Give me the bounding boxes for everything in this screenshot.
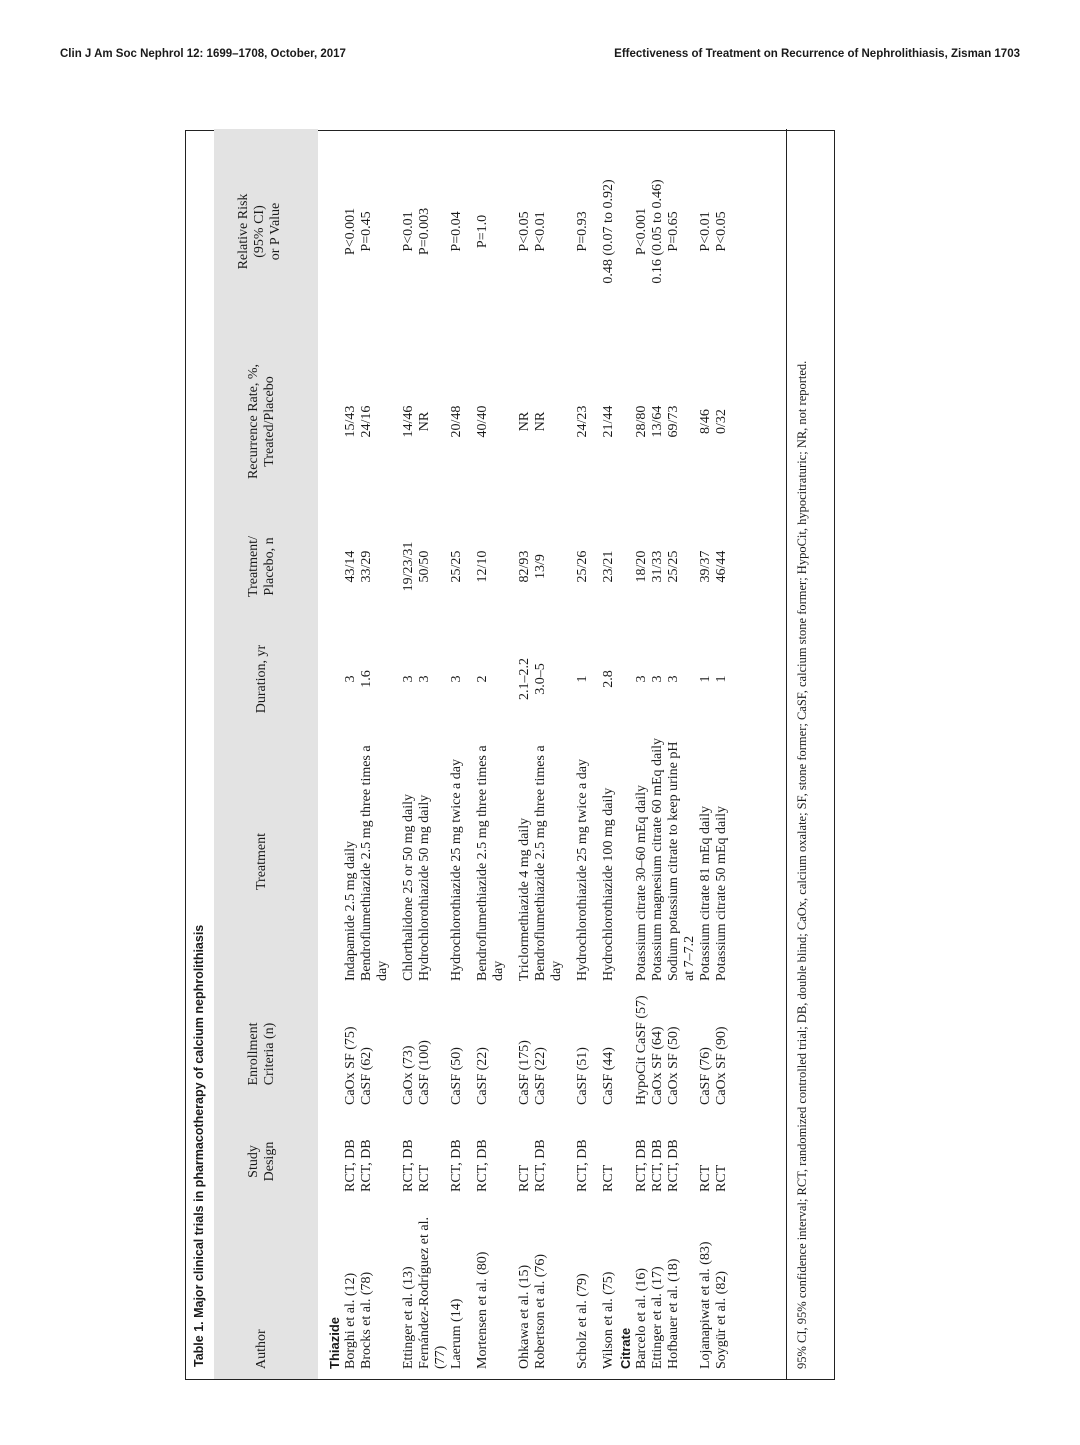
- table-row: [417, 129, 449, 1379]
- duration-cell: 3: [343, 675, 358, 683]
- duration-cell: 3: [417, 675, 432, 683]
- design-cell: RCT, DB: [650, 1139, 665, 1192]
- duration-cell: 1: [714, 675, 729, 683]
- recurrence-rate-cell: 0/32: [714, 409, 729, 434]
- article-title-page: Effectiveness of Treatment on Recurrence of Nephrolithiasis, Zisman 1703: [614, 48, 1020, 60]
- table-caption: Table 1. Major clinical trials in pharmacotherapy of calcium nephrolithiasis: [192, 924, 206, 1367]
- sample-size-cell: 33/29: [359, 550, 374, 583]
- design-cell: RCT, DB: [343, 1139, 358, 1192]
- recurrence-rate-cell: 15/43: [343, 405, 358, 438]
- table-row: [359, 129, 391, 1379]
- duration-cell: 3: [634, 675, 649, 683]
- recurrence-rate-cell: 14/46: [401, 405, 416, 438]
- author-cell: Ettinger et al. (13): [401, 1266, 416, 1369]
- author-cell: Hofbauer et al. (18): [666, 1258, 681, 1369]
- design-cell: RCT, DB: [449, 1139, 464, 1192]
- sample-size-cell: 82/93: [517, 550, 532, 583]
- relative-risk-cell: P<0.01: [698, 211, 713, 252]
- treatment-cell: Bendroflumethiazide 2.5 mg three times a day: [475, 745, 506, 981]
- design-cell: RCT, DB: [359, 1139, 374, 1192]
- rotated-table-container: [185, 130, 835, 1380]
- author-cell: Laerum (14): [449, 1298, 464, 1369]
- relative-risk-cell: P=0.65: [666, 211, 681, 252]
- recurrence-rate-cell: 40/40: [475, 405, 490, 438]
- sample-size-cell: 12/10: [475, 550, 490, 583]
- treatment-cell: Bendroflumethiazide 2.5 mg three times a day: [533, 745, 564, 981]
- treatment-cell: Hydrochlorothiazide 25 mg twice a day: [575, 759, 590, 981]
- treatment-cell: Indapamide 2.5 mg daily: [343, 841, 358, 981]
- recurrence-rate-cell: 69/73: [666, 405, 681, 438]
- author-cell: Ohkawa et al. (15): [517, 1264, 532, 1369]
- sample-size-cell: 23/21: [601, 550, 616, 583]
- treatment-cell: Hydrochlorothiazide 100 mg daily: [601, 787, 616, 981]
- recurrence-rate-cell: 8/46: [698, 409, 713, 434]
- design-cell: RCT, DB: [666, 1139, 681, 1192]
- header-design: Study Design: [246, 1141, 277, 1182]
- header-rr: Relative Risk (95% CI) or P Value: [236, 193, 283, 270]
- sample-size-cell: 18/20: [634, 550, 649, 583]
- table-1: [185, 130, 835, 1380]
- duration-cell: 3: [650, 675, 665, 683]
- sample-size-cell: 43/14: [343, 550, 358, 583]
- design-cell: RCT, DB: [634, 1139, 649, 1192]
- duration-cell: 1: [698, 675, 713, 683]
- journal-citation: Clin J Am Soc Nephrol 12: 1699–1708, October, 2017: [60, 48, 346, 60]
- duration-cell: 2: [475, 675, 490, 683]
- enrollment-cell: CaSF (76): [698, 1047, 713, 1105]
- recurrence-rate-cell: NR: [517, 411, 532, 432]
- duration-cell: 3: [666, 675, 681, 683]
- table-row: [517, 129, 533, 1379]
- author-cell: Barcelo et al. (16): [634, 1267, 649, 1369]
- duration-cell: 1: [575, 675, 590, 683]
- relative-risk-cell: P<0.001: [343, 207, 358, 256]
- design-cell: RCT, DB: [533, 1139, 548, 1192]
- treatment-cell: Triclormethiazide 4 mg daily: [517, 817, 532, 981]
- enrollment-cell: HypoCit CaSF (57): [634, 995, 649, 1105]
- author-cell: Mortensen et al. (80): [475, 1251, 490, 1369]
- table-row: [650, 129, 666, 1379]
- design-cell: RCT, DB: [575, 1139, 590, 1192]
- relative-risk-cell: 0.48 (0.07 to 0.92): [601, 179, 616, 284]
- table-footnote: 95% CI, 95% confidence interval; RCT, randomized controlled trial; DB, double blind; CaOx, calcium oxalate; SF, stone former; CaSF, calcium stone former; HypoCit, hypocitraturic; NR, not reported.: [786, 129, 834, 1379]
- table-row: [401, 129, 417, 1379]
- recurrence-rate-cell: 28/80: [634, 405, 649, 438]
- treatment-cell: Chlorthalidone 25 or 50 mg daily: [401, 793, 416, 981]
- header-duration: Duration, yr: [254, 644, 269, 714]
- table-row: [343, 129, 359, 1379]
- treatment-cell: Potassium citrate 30–60 mEq daily: [634, 785, 649, 981]
- recurrence-rate-cell: 13/64: [650, 405, 665, 438]
- author-cell: Scholz et al. (79): [575, 1273, 590, 1369]
- relative-risk-cell: P<0.001: [634, 207, 649, 256]
- design-cell: RCT, DB: [401, 1139, 416, 1192]
- sample-size-cell: 13/9: [533, 554, 548, 579]
- table-row: [533, 129, 565, 1379]
- sample-size-cell: 25/26: [575, 550, 590, 583]
- sample-size-cell: 19/23/31: [401, 541, 416, 592]
- design-cell: RCT: [517, 1164, 532, 1192]
- treatment-cell: Potassium magnesium citrate 60 mEq daily: [650, 737, 665, 981]
- design-cell: RCT: [698, 1164, 713, 1192]
- treatment-cell: Sodium potassium citrate to keep urine pH at 7–7.2: [666, 741, 697, 981]
- recurrence-rate-cell: 24/23: [575, 405, 590, 438]
- design-cell: RCT: [714, 1164, 729, 1192]
- enrollment-cell: CaOx (73): [401, 1045, 416, 1105]
- author-cell: Brocks et al. (78): [359, 1271, 374, 1369]
- recurrence-rate-cell: NR: [533, 411, 548, 432]
- relative-risk-cell: P<0.05: [517, 211, 532, 252]
- enrollment-cell: CaSF (22): [475, 1047, 490, 1105]
- duration-cell: 3.0–5: [533, 663, 548, 695]
- author-cell: Ettinger et al. (17): [650, 1266, 665, 1369]
- table-row: [449, 129, 465, 1379]
- table-row: [475, 129, 507, 1379]
- sample-size-cell: 25/25: [449, 550, 464, 583]
- sample-size-cell: 50/50: [417, 550, 432, 583]
- relative-risk-cell: 0.16 (0.05 to 0.46): [650, 179, 665, 284]
- treatment-cell: Potassium citrate 81 mEq daily: [698, 806, 713, 981]
- enrollment-cell: CaSF (51): [575, 1047, 590, 1105]
- section-title: Thiazide: [327, 1316, 342, 1369]
- header-n: Treatment/ Placebo, n: [246, 536, 277, 597]
- relative-risk-cell: P=1.0: [475, 214, 490, 249]
- design-cell: RCT: [601, 1164, 616, 1192]
- duration-cell: 3: [401, 675, 416, 683]
- author-cell: Fernández-Rodríguez et al. (77): [417, 1217, 448, 1369]
- relative-risk-cell: P=0.93: [575, 211, 590, 252]
- relative-risk-cell: P=0.003: [417, 207, 432, 256]
- duration-cell: 2.1–2.2: [517, 658, 532, 700]
- sample-size-cell: 46/44: [714, 550, 729, 583]
- relative-risk-cell: P=0.04: [449, 211, 464, 252]
- table-row: [714, 129, 730, 1379]
- treatment-cell: Hydrochlorothiazide 50 mg daily: [417, 794, 432, 981]
- header-author: Author: [254, 1329, 269, 1369]
- enrollment-cell: CaSF (62): [359, 1047, 374, 1105]
- enrollment-cell: CaOx SF (90): [714, 1026, 729, 1105]
- table-row: [634, 129, 650, 1379]
- relative-risk-cell: P<0.01: [401, 211, 416, 252]
- treatment-cell: Potassium citrate 50 mEq daily: [714, 806, 729, 981]
- enrollment-cell: CaOx SF (75): [343, 1026, 358, 1105]
- duration-cell: 3: [449, 675, 464, 683]
- duration-cell: 2.8: [601, 670, 616, 688]
- design-cell: RCT: [417, 1164, 432, 1192]
- sample-size-cell: 31/33: [650, 550, 665, 583]
- enrollment-cell: CaOx SF (50): [666, 1026, 681, 1105]
- sample-size-cell: 25/25: [666, 550, 681, 583]
- enrollment-cell: CaSF (100): [417, 1040, 432, 1105]
- table-row: [698, 129, 714, 1379]
- table-body: [326, 129, 730, 1379]
- duration-cell: 1.6: [359, 670, 374, 688]
- enrollment-cell: CaSF (50): [449, 1047, 464, 1105]
- author-cell: Lojanapiwat et al. (83): [698, 1241, 713, 1369]
- table-row: [666, 129, 698, 1379]
- table-header: [214, 129, 318, 1379]
- recurrence-rate-cell: 21/44: [601, 405, 616, 438]
- enrollment-cell: CaSF (175): [517, 1040, 532, 1105]
- relative-risk-cell: P<0.05: [714, 211, 729, 252]
- author-cell: Borghi et al. (12): [343, 1272, 358, 1369]
- enrollment-cell: CaSF (22): [533, 1047, 548, 1105]
- enrollment-cell: CaOx SF (64): [650, 1026, 665, 1105]
- header-rate: Recurrence Rate, %, Treated/Placebo: [246, 363, 277, 480]
- table-row: [601, 129, 617, 1379]
- relative-risk-cell: P=0.45: [359, 211, 374, 252]
- sample-size-cell: 39/37: [698, 550, 713, 583]
- treatment-cell: Hydrochlorothiazide 25 mg twice a day: [449, 759, 464, 981]
- running-head: [60, 48, 1020, 68]
- design-cell: RCT, DB: [475, 1139, 490, 1192]
- recurrence-rate-cell: 20/48: [449, 405, 464, 438]
- treatment-cell: Bendroflumethiazide 2.5 mg three times a day: [359, 745, 390, 981]
- enrollment-cell: CaSF (44): [601, 1047, 616, 1105]
- recurrence-rate-cell: NR: [417, 411, 432, 432]
- author-cell: Wilson et al. (75): [601, 1271, 616, 1369]
- header-treatment: Treatment: [254, 832, 269, 891]
- recurrence-rate-cell: 24/16: [359, 405, 374, 438]
- author-cell: Robertson et al. (76): [533, 1253, 548, 1369]
- table-row: [575, 129, 591, 1379]
- header-enrollment: Enrollment Criteria (n): [246, 1022, 277, 1086]
- section-title: Citrate: [618, 1327, 633, 1369]
- relative-risk-cell: P<0.01: [533, 211, 548, 252]
- author-cell: Soygür et al. (82): [714, 1271, 729, 1369]
